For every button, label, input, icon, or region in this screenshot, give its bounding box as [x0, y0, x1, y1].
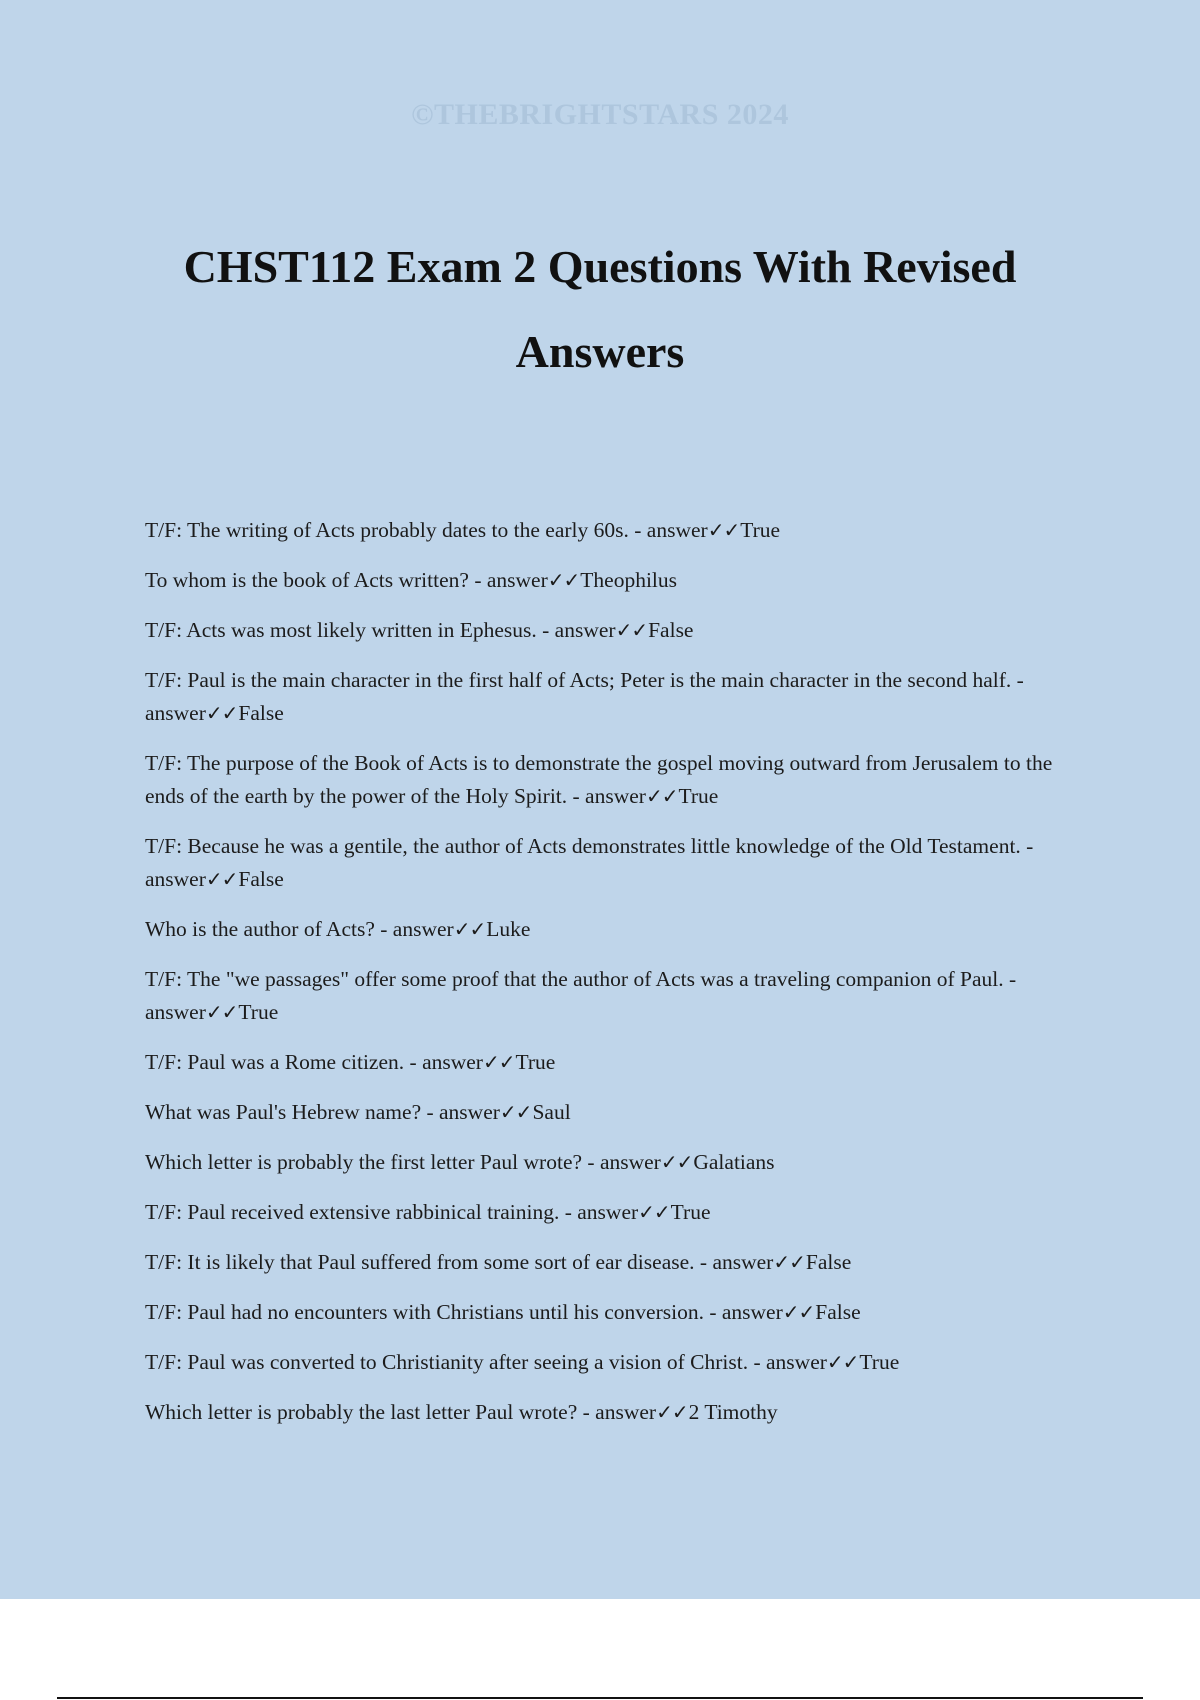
question-text: T/F: The writing of Acts probably dates to the early 60s.	[145, 518, 629, 542]
question-answer-item	[145, 564, 1075, 597]
answer-text: True	[238, 1000, 279, 1024]
question-answer-item	[145, 1096, 1075, 1129]
question-answer-list	[145, 514, 1075, 1446]
question-text: T/F: Paul received extensive rabbinical training.	[145, 1200, 560, 1224]
answer-text: Saul	[532, 1100, 571, 1124]
question-answer-item	[145, 747, 1075, 813]
answer-prefix: - answer	[564, 1200, 639, 1224]
question-answer-item	[145, 1046, 1075, 1079]
page-title: CHST112 Exam 2 Questions With Revised Answers	[183, 241, 1017, 377]
answer-text: False	[815, 1300, 861, 1324]
watermark: ©THEBRIGHTSTARS 2024	[411, 98, 789, 131]
question-text: T/F: Paul had no encounters with Christians until his conversion.	[145, 1300, 704, 1324]
double-check-icon: ✓✓	[707, 518, 740, 542]
answer-prefix: - answer	[699, 1250, 774, 1274]
question-text: T/F: Because he was a gentile, the author of Acts demonstrates little knowledge of the Old Testament.	[145, 834, 1021, 858]
question-answer-item	[145, 1346, 1075, 1379]
question-text: T/F: The purpose of the Book of Acts is to demonstrate the gospel moving outward from Jerusalem to the ends of the earth by the power of the Holy Spirit.	[145, 751, 1053, 808]
question-answer-item	[145, 514, 1075, 547]
double-check-icon: ✓✓	[773, 1250, 805, 1274]
double-check-icon: ✓✓	[645, 784, 678, 808]
answer-prefix: - answer	[426, 1100, 500, 1124]
answer-prefix: - answer	[582, 1400, 657, 1424]
double-check-icon: ✓✓	[782, 1300, 815, 1324]
answer-prefix: - answer	[380, 917, 454, 941]
double-check-icon: ✓✓	[615, 618, 648, 642]
answer-text: Theophilus	[580, 568, 678, 592]
question-answer-item	[145, 1246, 1075, 1279]
answer-prefix: - answer	[145, 834, 1034, 891]
question-text: What was Paul's Hebrew name?	[145, 1100, 422, 1124]
double-check-icon: ✓✓	[660, 1150, 693, 1174]
question-answer-item	[145, 664, 1075, 730]
answer-text: True	[678, 784, 719, 808]
question-text: T/F: It is likely that Paul suffered from some sort of ear disease.	[145, 1250, 695, 1274]
double-check-icon: ✓✓	[205, 701, 238, 725]
answer-prefix: - answer	[474, 568, 548, 592]
answer-text: True	[859, 1350, 900, 1374]
question-answer-item	[145, 1296, 1075, 1329]
answer-text: False	[238, 867, 284, 891]
question-answer-item	[145, 963, 1075, 1029]
question-text: T/F: Acts was most likely written in Ephesus.	[145, 618, 537, 642]
question-answer-item	[145, 1196, 1075, 1229]
question-text: To whom is the book of Acts written?	[145, 568, 469, 592]
answer-text: Galatians	[693, 1150, 775, 1174]
answer-prefix: - answer	[753, 1350, 827, 1374]
double-check-icon: ✓✓	[205, 867, 238, 891]
answer-prefix: - answer	[145, 668, 1024, 725]
question-answer-item	[145, 1146, 1075, 1179]
question-text: Which letter is probably the first letter Paul wrote?	[145, 1150, 583, 1174]
question-text: T/F: Paul was a Rome citizen.	[145, 1050, 405, 1074]
double-check-icon: ✓✓	[638, 1200, 670, 1224]
double-check-icon: ✓✓	[499, 1100, 532, 1124]
answer-prefix: - answer	[587, 1150, 661, 1174]
double-check-icon: ✓✓	[547, 568, 580, 592]
question-answer-item	[145, 1396, 1075, 1429]
question-answer-item	[145, 830, 1075, 896]
answer-text: False	[648, 618, 694, 642]
question-answer-item	[145, 614, 1075, 647]
question-text: T/F: The "we passages" offer some proof that the author of Acts was a traveling companion of Paul.	[145, 967, 1004, 991]
answer-text: 2 Timothy	[688, 1400, 778, 1424]
question-text: Who is the author of Acts?	[145, 917, 375, 941]
answer-prefix: - answer	[145, 967, 1017, 1024]
answer-prefix: - answer	[542, 618, 616, 642]
answer-text: True	[670, 1200, 711, 1224]
answer-text: False	[805, 1250, 852, 1274]
answer-prefix: - answer	[572, 784, 646, 808]
answer-text: False	[238, 701, 284, 725]
double-check-icon: ✓✓	[826, 1350, 859, 1374]
question-text: T/F: Paul was converted to Christianity after seeing a vision of Christ.	[145, 1350, 749, 1374]
question-answer-item	[145, 913, 1075, 946]
double-check-icon: ✓✓	[453, 917, 486, 941]
double-check-icon: ✓✓	[656, 1400, 688, 1424]
question-text: T/F: Paul is the main character in the first half of Acts; Peter is the main character in the second half.	[145, 668, 1012, 692]
question-text: Which letter is probably the last letter Paul wrote?	[145, 1400, 578, 1424]
double-check-icon: ✓✓	[205, 1000, 238, 1024]
answer-text: True	[515, 1050, 556, 1074]
double-check-icon: ✓✓	[482, 1050, 515, 1074]
answer-text: True	[740, 518, 781, 542]
answer-text: Luke	[486, 917, 531, 941]
answer-prefix: - answer	[709, 1300, 783, 1324]
footer-divider	[57, 1697, 1143, 1699]
answer-prefix: - answer	[409, 1050, 483, 1074]
answer-prefix: - answer	[634, 518, 708, 542]
